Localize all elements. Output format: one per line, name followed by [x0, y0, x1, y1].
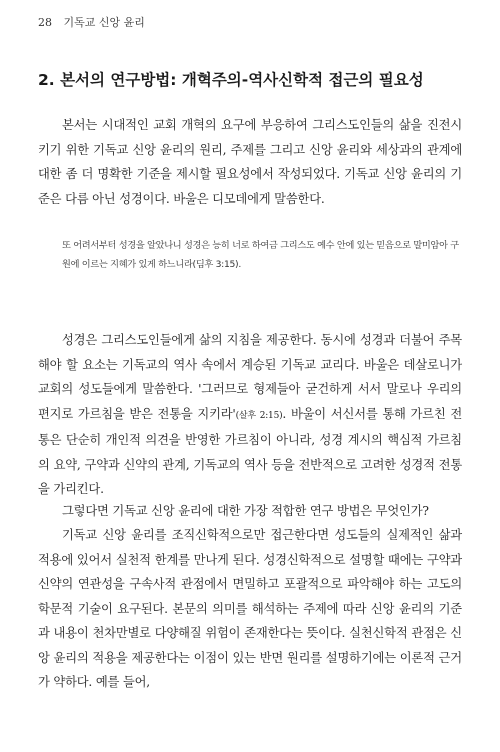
running-header — [38, 14, 145, 30]
scripture-quote — [62, 236, 462, 274]
body-paragraph-4: 기독교 신앙 윤리를 조직신학적으로만 접근한다면 성도들의 실제적인 삶과 적용에 있어서 실천적 한계를 만나게 된다. 성경신학적으로 설명할 때에는 구약과 신약의 연관성을 구속사적 관점에서 면밀하고 포괄적으로 파악해야 하는 고도의 학문적 기술이 요구된다. 본문의 의미를 해석하는 주제에 따라 신앙 윤리의 기준과 내용이 천차만별로 다양해질 위험이 존재한다는 뜻이다. 실천신학적 관점은 신앙 윤리의 적용을 제공한다는 이점이 있는 반면 원리를 설명하기에는 이론적 근거가 약하다. 예를 들어, — [38, 528, 462, 689]
quote-text: 또 어려서부터 성경을 알았나니 성경은 능히 너로 하여금 그리스도 예수 안에 있는 믿음으로 말미암아 구원에 이르는 지혜가 있게 하느니라 — [62, 240, 459, 270]
paragraph-2-text-b: . 바울이 서신서를 통해 가르친 전통은 단순히 개인적 의견을 반영한 가르침이 아니라, 성경 계시의 핵심적 가르침의 요약, 구약과 신약의 관계, 기독교의 역사 등을 전반적으로 고려한 성경적 전통을 가리킨다. — [38, 406, 463, 496]
page-number: 28 — [38, 16, 52, 29]
paragraph-2-text-a: 성경은 그리스도인들에게 삶의 지침을 제공한다. 동시에 성경과 더불어 주목해야 할 요소는 기독교의 역사 속에서 계승된 기독교 교리다. 바울은 데살로니가 교회의 성도들에게 말씀한다. '그러므로 형제들아 굳건하게 서서 말로나 우리의 편지로 가르침을 받은 전통을 지키라' — [38, 333, 462, 421]
quote-reference: (딤후 3:15). — [192, 259, 241, 270]
body-paragraph-2 — [38, 328, 462, 502]
section-title: 2. 본서의 연구방법: 개혁주의-역사신학적 접근의 필요성 — [38, 71, 424, 89]
body-paragraph-1: 본서는 시대적인 교회 개혁의 요구에 부응하여 그리스도인들의 삶을 진전시키기 위한 기독교 신앙 윤리의 원리, 주제를 그리고 신앙 윤리와 세상과의 관계에 대한 좀 더 명확한 기준을 제시할 필요성에서 작성되었다. 기독교 신앙 윤리의 기준은 다름 아닌 성경이다. 바울은 디모데에게 말씀한다. — [38, 118, 462, 206]
scripture-reference: (살후 2:15) — [235, 410, 283, 421]
book-title: 기독교 신앙 윤리 — [63, 16, 145, 29]
body-paragraph-3: 그렇다면 기독교 신앙 윤리에 대한 가장 적합한 연구 방법은 무엇인가? — [62, 504, 429, 518]
